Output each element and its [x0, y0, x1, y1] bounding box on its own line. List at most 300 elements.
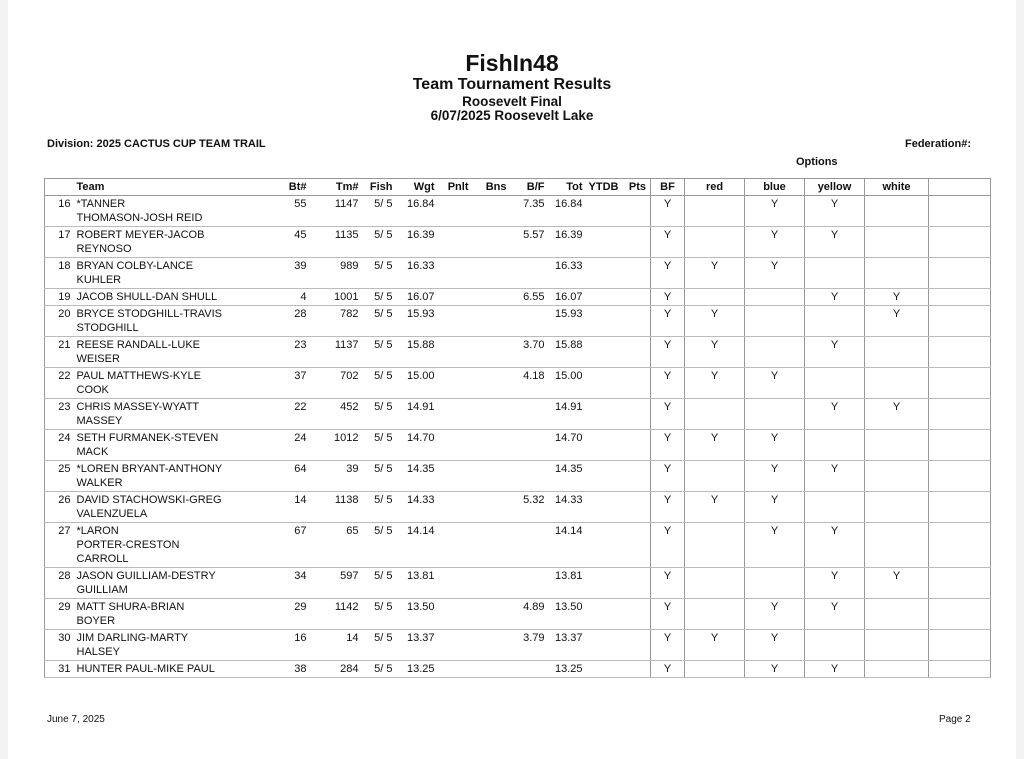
cell-bns	[469, 599, 507, 630]
cell-bf: 4.89	[507, 599, 545, 630]
cell-pts	[619, 368, 651, 399]
cell-extra	[929, 227, 991, 258]
cell-team: *LARON PORTER-CRESTON CARROLL	[77, 523, 237, 568]
cell-wgt: 13.50	[393, 599, 435, 630]
cell-tm: 1012	[307, 430, 359, 461]
cell-bfo: Y	[651, 599, 685, 630]
cell-bt: 39	[237, 258, 307, 289]
cell-extra	[929, 289, 991, 306]
cell-team: DAVID STACHOWSKI-GREG VALENZUELA	[77, 492, 237, 523]
cell-wgt: 15.93	[393, 306, 435, 337]
cell-team: ROBERT MEYER-JACOB REYNOSO	[77, 227, 237, 258]
cell-wgt: 13.81	[393, 568, 435, 599]
cell-blue: Y	[745, 196, 805, 227]
cell-extra	[929, 430, 991, 461]
table-row	[45, 306, 991, 337]
header-wgt: Wgt	[393, 179, 435, 196]
header-bf-option: BF	[651, 179, 685, 196]
cell-white	[865, 196, 929, 227]
cell-yellow	[805, 630, 865, 661]
cell-tm: 1001	[307, 289, 359, 306]
cell-tm: 702	[307, 368, 359, 399]
table-row	[45, 289, 991, 306]
header-red: red	[685, 179, 745, 196]
cell-red	[685, 196, 745, 227]
cell-pnlt	[435, 523, 469, 568]
cell-pnlt	[435, 430, 469, 461]
cell-yellow	[805, 492, 865, 523]
cell-yellow	[805, 430, 865, 461]
cell-pts	[619, 227, 651, 258]
table-row	[45, 599, 991, 630]
cell-fish: 5/ 5	[359, 337, 393, 368]
cell-yellow: Y	[805, 523, 865, 568]
cell-bf	[507, 399, 545, 430]
results-table	[44, 178, 991, 678]
cell-pts	[619, 337, 651, 368]
cell-pnlt	[435, 196, 469, 227]
cell-tot: 16.33	[545, 258, 583, 289]
cell-ytdb	[583, 337, 619, 368]
cell-tot: 13.37	[545, 630, 583, 661]
header-bf: B/F	[507, 179, 545, 196]
table-row	[45, 368, 991, 399]
cell-bt: 16	[237, 630, 307, 661]
cell-pts	[619, 492, 651, 523]
header-team: Team	[77, 179, 237, 196]
cell-yellow: Y	[805, 461, 865, 492]
cell-bf: 3.79	[507, 630, 545, 661]
cell-tot: 14.14	[545, 523, 583, 568]
cell-place: 24	[45, 430, 77, 461]
cell-white	[865, 337, 929, 368]
cell-ytdb	[583, 368, 619, 399]
table-row	[45, 227, 991, 258]
page-subtitle: Team Tournament Results	[412, 76, 612, 93]
cell-fish: 5/ 5	[359, 492, 393, 523]
cell-tot: 13.25	[545, 661, 583, 678]
cell-fish: 5/ 5	[359, 258, 393, 289]
header-extra	[929, 179, 991, 196]
cell-tot: 16.07	[545, 289, 583, 306]
cell-yellow: Y	[805, 568, 865, 599]
cell-tm: 39	[307, 461, 359, 492]
cell-tot: 16.39	[545, 227, 583, 258]
cell-bf	[507, 461, 545, 492]
cell-bt: 4	[237, 289, 307, 306]
cell-red: Y	[685, 258, 745, 289]
cell-bt: 55	[237, 196, 307, 227]
cell-pts	[619, 399, 651, 430]
cell-bt: 29	[237, 599, 307, 630]
cell-white	[865, 599, 929, 630]
cell-yellow: Y	[805, 399, 865, 430]
cell-ytdb	[583, 306, 619, 337]
cell-bns	[469, 227, 507, 258]
cell-place: 31	[45, 661, 77, 678]
cell-white: Y	[865, 289, 929, 306]
cell-pnlt	[435, 568, 469, 599]
cell-bns	[469, 568, 507, 599]
cell-bt: 64	[237, 461, 307, 492]
cell-bns	[469, 289, 507, 306]
cell-place: 21	[45, 337, 77, 368]
cell-blue	[745, 399, 805, 430]
cell-bf	[507, 523, 545, 568]
table-row	[45, 337, 991, 368]
cell-extra	[929, 492, 991, 523]
cell-pts	[619, 289, 651, 306]
cell-blue: Y	[745, 258, 805, 289]
cell-tot: 16.84	[545, 196, 583, 227]
cell-white	[865, 430, 929, 461]
header-tot: Tot	[545, 179, 583, 196]
cell-blue	[745, 289, 805, 306]
cell-tm: 452	[307, 399, 359, 430]
cell-bf: 6.55	[507, 289, 545, 306]
cell-ytdb	[583, 399, 619, 430]
cell-bf: 3.70	[507, 337, 545, 368]
cell-bfo: Y	[651, 492, 685, 523]
cell-bfo: Y	[651, 196, 685, 227]
cell-ytdb	[583, 227, 619, 258]
cell-bfo: Y	[651, 289, 685, 306]
cell-blue: Y	[745, 523, 805, 568]
cell-bns	[469, 196, 507, 227]
cell-white: Y	[865, 306, 929, 337]
cell-team: MATT SHURA-BRIAN BOYER	[77, 599, 237, 630]
cell-extra	[929, 258, 991, 289]
table-row	[45, 399, 991, 430]
table-row	[45, 430, 991, 461]
cell-place: 19	[45, 289, 77, 306]
cell-bf: 7.35	[507, 196, 545, 227]
footer-date: June 7, 2025	[47, 714, 105, 725]
cell-white	[865, 461, 929, 492]
cell-white	[865, 523, 929, 568]
cell-fish: 5/ 5	[359, 368, 393, 399]
cell-tm: 782	[307, 306, 359, 337]
cell-bt: 67	[237, 523, 307, 568]
cell-wgt: 13.25	[393, 661, 435, 678]
cell-red	[685, 227, 745, 258]
event-name: Roosevelt Final	[462, 94, 562, 109]
federation-label: Federation#:	[905, 138, 972, 150]
cell-pts	[619, 523, 651, 568]
cell-ytdb	[583, 630, 619, 661]
cell-pts	[619, 661, 651, 678]
table-header-row	[45, 179, 991, 196]
cell-pts	[619, 196, 651, 227]
cell-bt: 38	[237, 661, 307, 678]
cell-bf	[507, 661, 545, 678]
cell-team: BRYAN COLBY-LANCE KUHLER	[77, 258, 237, 289]
cell-bfo: Y	[651, 368, 685, 399]
cell-place: 18	[45, 258, 77, 289]
cell-tot: 14.70	[545, 430, 583, 461]
cell-ytdb	[583, 568, 619, 599]
cell-pnlt	[435, 492, 469, 523]
cell-wgt: 16.39	[393, 227, 435, 258]
cell-bfo: Y	[651, 568, 685, 599]
page-title: FishIn48	[465, 50, 559, 76]
cell-team: JASON GUILLIAM-DESTRY GUILLIAM	[77, 568, 237, 599]
cell-team: *TANNER THOMASON-JOSH REID	[77, 196, 237, 227]
cell-bfo: Y	[651, 258, 685, 289]
cell-bfo: Y	[651, 337, 685, 368]
cell-bt: 37	[237, 368, 307, 399]
cell-ytdb	[583, 289, 619, 306]
cell-yellow: Y	[805, 661, 865, 678]
cell-fish: 5/ 5	[359, 568, 393, 599]
cell-extra	[929, 368, 991, 399]
cell-pts	[619, 599, 651, 630]
header-bt: Bt#	[237, 179, 307, 196]
cell-bfo: Y	[651, 523, 685, 568]
cell-red	[685, 289, 745, 306]
cell-bt: 22	[237, 399, 307, 430]
cell-tm: 1135	[307, 227, 359, 258]
cell-team: HUNTER PAUL-MIKE PAUL	[77, 661, 237, 678]
cell-bfo: Y	[651, 306, 685, 337]
cell-blue: Y	[745, 492, 805, 523]
cell-yellow: Y	[805, 599, 865, 630]
cell-white	[865, 492, 929, 523]
cell-white: Y	[865, 399, 929, 430]
header-white: white	[865, 179, 929, 196]
cell-blue	[745, 306, 805, 337]
cell-bns	[469, 461, 507, 492]
cell-bf	[507, 568, 545, 599]
cell-ytdb	[583, 599, 619, 630]
cell-tm: 284	[307, 661, 359, 678]
cell-team: PAUL MATTHEWS-KYLE COOK	[77, 368, 237, 399]
cell-bf	[507, 258, 545, 289]
header-place	[45, 179, 77, 196]
cell-bf: 5.32	[507, 492, 545, 523]
table-row	[45, 461, 991, 492]
cell-fish: 5/ 5	[359, 196, 393, 227]
cell-bf	[507, 430, 545, 461]
cell-pnlt	[435, 399, 469, 430]
cell-tm: 14	[307, 630, 359, 661]
cell-place: 23	[45, 399, 77, 430]
cell-white	[865, 227, 929, 258]
cell-team: REESE RANDALL-LUKE WEISER	[77, 337, 237, 368]
cell-place: 29	[45, 599, 77, 630]
cell-team: JIM DARLING-MARTY HALSEY	[77, 630, 237, 661]
cell-pts	[619, 461, 651, 492]
cell-wgt: 15.88	[393, 337, 435, 368]
cell-extra	[929, 630, 991, 661]
cell-red	[685, 568, 745, 599]
cell-bt: 34	[237, 568, 307, 599]
cell-bfo: Y	[651, 630, 685, 661]
cell-wgt: 14.14	[393, 523, 435, 568]
cell-bns	[469, 399, 507, 430]
cell-ytdb	[583, 258, 619, 289]
cell-wgt: 14.35	[393, 461, 435, 492]
cell-bfo: Y	[651, 227, 685, 258]
cell-pts	[619, 306, 651, 337]
cell-yellow: Y	[805, 227, 865, 258]
cell-ytdb	[583, 492, 619, 523]
cell-team: CHRIS MASSEY-WYATT MASSEY	[77, 399, 237, 430]
cell-red: Y	[685, 430, 745, 461]
cell-bf	[507, 306, 545, 337]
cell-blue: Y	[745, 227, 805, 258]
cell-pnlt	[435, 337, 469, 368]
cell-tot: 15.93	[545, 306, 583, 337]
cell-tm: 1138	[307, 492, 359, 523]
cell-team: JACOB SHULL-DAN SHULL	[77, 289, 237, 306]
cell-yellow	[805, 258, 865, 289]
cell-team: SETH FURMANEK-STEVEN MACK	[77, 430, 237, 461]
cell-place: 17	[45, 227, 77, 258]
cell-team: *LOREN BRYANT-ANTHONY WALKER	[77, 461, 237, 492]
cell-extra	[929, 337, 991, 368]
cell-bns	[469, 492, 507, 523]
cell-fish: 5/ 5	[359, 599, 393, 630]
cell-pnlt	[435, 661, 469, 678]
cell-tot: 13.81	[545, 568, 583, 599]
header-yellow: yellow	[805, 179, 865, 196]
cell-extra	[929, 461, 991, 492]
cell-fish: 5/ 5	[359, 661, 393, 678]
cell-blue	[745, 568, 805, 599]
cell-bns	[469, 523, 507, 568]
cell-bfo: Y	[651, 661, 685, 678]
cell-tm: 597	[307, 568, 359, 599]
cell-bns	[469, 306, 507, 337]
cell-bf: 4.18	[507, 368, 545, 399]
cell-blue: Y	[745, 661, 805, 678]
cell-bt: 28	[237, 306, 307, 337]
table-row	[45, 196, 991, 227]
cell-fish: 5/ 5	[359, 630, 393, 661]
header-bns: Bns	[469, 179, 507, 196]
header-pts: Pts	[619, 179, 651, 196]
cell-ytdb	[583, 523, 619, 568]
cell-bns	[469, 430, 507, 461]
cell-blue	[745, 337, 805, 368]
cell-red: Y	[685, 492, 745, 523]
cell-white	[865, 368, 929, 399]
division-label: Division: 2025 CACTUS CUP TEAM TRAIL	[47, 138, 266, 150]
cell-fish: 5/ 5	[359, 430, 393, 461]
cell-bns	[469, 661, 507, 678]
cell-pnlt	[435, 227, 469, 258]
cell-tm: 65	[307, 523, 359, 568]
cell-pts	[619, 568, 651, 599]
cell-red	[685, 523, 745, 568]
cell-yellow: Y	[805, 196, 865, 227]
cell-bt: 45	[237, 227, 307, 258]
event-date-location: 6/07/2025 Roosevelt Lake	[430, 108, 594, 123]
cell-red	[685, 461, 745, 492]
table-row	[45, 661, 991, 678]
cell-bns	[469, 337, 507, 368]
header-fish: Fish	[359, 179, 393, 196]
cell-red: Y	[685, 368, 745, 399]
cell-bt: 23	[237, 337, 307, 368]
header-pnlt: Pnlt	[435, 179, 469, 196]
cell-fish: 5/ 5	[359, 523, 393, 568]
header-ytdb: YTDB	[583, 179, 619, 196]
cell-blue: Y	[745, 368, 805, 399]
cell-yellow	[805, 368, 865, 399]
cell-pnlt	[435, 258, 469, 289]
cell-blue: Y	[745, 630, 805, 661]
cell-place: 26	[45, 492, 77, 523]
cell-red: Y	[685, 337, 745, 368]
options-label: Options	[796, 156, 838, 168]
cell-place: 30	[45, 630, 77, 661]
cell-place: 25	[45, 461, 77, 492]
cell-tm: 989	[307, 258, 359, 289]
cell-wgt: 16.33	[393, 258, 435, 289]
cell-bns	[469, 630, 507, 661]
cell-wgt: 14.70	[393, 430, 435, 461]
cell-tm: 1147	[307, 196, 359, 227]
cell-bfo: Y	[651, 461, 685, 492]
cell-ytdb	[583, 461, 619, 492]
cell-tot: 14.91	[545, 399, 583, 430]
cell-place: 22	[45, 368, 77, 399]
cell-red	[685, 599, 745, 630]
cell-tot: 14.35	[545, 461, 583, 492]
cell-wgt: 16.84	[393, 196, 435, 227]
table-row	[45, 523, 991, 568]
cell-fish: 5/ 5	[359, 461, 393, 492]
cell-bt: 14	[237, 492, 307, 523]
cell-fish: 5/ 5	[359, 227, 393, 258]
cell-extra	[929, 196, 991, 227]
cell-tot: 15.00	[545, 368, 583, 399]
cell-extra	[929, 568, 991, 599]
cell-white	[865, 258, 929, 289]
cell-red: Y	[685, 630, 745, 661]
cell-red	[685, 399, 745, 430]
cell-ytdb	[583, 196, 619, 227]
cell-wgt: 15.00	[393, 368, 435, 399]
cell-pts	[619, 258, 651, 289]
header-blue: blue	[745, 179, 805, 196]
cell-white: Y	[865, 568, 929, 599]
cell-blue: Y	[745, 599, 805, 630]
cell-white	[865, 661, 929, 678]
cell-pnlt	[435, 599, 469, 630]
table-row	[45, 258, 991, 289]
cell-pnlt	[435, 630, 469, 661]
cell-team: BRYCE STODGHILL-TRAVIS STODGHILL	[77, 306, 237, 337]
cell-place: 28	[45, 568, 77, 599]
table-row	[45, 630, 991, 661]
cell-tm: 1137	[307, 337, 359, 368]
cell-tot: 13.50	[545, 599, 583, 630]
cell-ytdb	[583, 661, 619, 678]
cell-yellow: Y	[805, 289, 865, 306]
cell-tm: 1142	[307, 599, 359, 630]
cell-red: Y	[685, 306, 745, 337]
cell-pnlt	[435, 289, 469, 306]
cell-ytdb	[583, 430, 619, 461]
cell-pts	[619, 630, 651, 661]
cell-place: 27	[45, 523, 77, 568]
cell-fish: 5/ 5	[359, 306, 393, 337]
cell-bfo: Y	[651, 430, 685, 461]
cell-white	[865, 630, 929, 661]
